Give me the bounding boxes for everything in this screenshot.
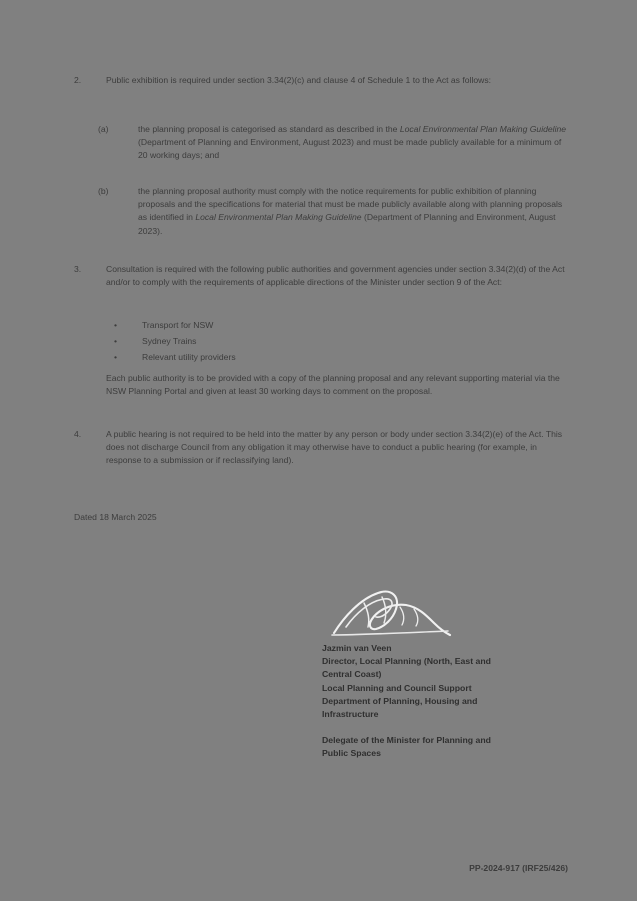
clause-2-text: Public exhibition is required under section 3.34(2)(c) and clause 4 of Schedule 1 to the Act as follows: bbox=[106, 75, 492, 85]
delegate-line1: Delegate of the Minister for Planning and bbox=[322, 735, 491, 746]
delegate-line2: Public Spaces bbox=[322, 748, 381, 759]
subclause-b-part1: the planning proposal authority must comply with the notice requirements for public exhibition of planning proposals and the specifications for material that must be made publicly available along with planning proposals as identified in bbox=[138, 186, 563, 223]
signature-spacer bbox=[322, 721, 582, 734]
subclause-b bbox=[98, 185, 568, 238]
subclause-a-text bbox=[138, 123, 568, 163]
subclause-a-label: (a) bbox=[98, 124, 109, 134]
signatory-department-line2: Infrastructure bbox=[322, 709, 379, 720]
clause-4-number: 4. bbox=[74, 429, 82, 439]
authority-paragraph: Each public authority is to be provided with a copy of the planning proposal and any relevant supporting material via the NSW Planning Portal and given at least 30 working days to comment on the proposal. bbox=[106, 373, 560, 397]
dated-line: Dated 18 March 2025 bbox=[74, 512, 157, 522]
handwritten-signature-icon bbox=[330, 583, 454, 641]
subclause-b-part2: (Department of Planning and Environment, August 2023). bbox=[138, 212, 556, 236]
list-item bbox=[112, 350, 552, 366]
signatory-branch: Local Planning and Council Support bbox=[322, 682, 472, 693]
subclause-b-text bbox=[138, 185, 568, 238]
clause-4-text: A public hearing is not required to be held into the matter by any person or body under section 3.34(2)(e) of the Act. This does not discharge Council from any obligation it may otherwise have to conduct a public hearing (for example, in response to a submission or if reclassifying land). bbox=[106, 429, 563, 466]
bullet-icon: • bbox=[114, 320, 118, 330]
footer-reference: PP-2024-917 (IRF25/426) bbox=[469, 863, 568, 873]
signatory-title-line2: Central Coast) bbox=[322, 669, 382, 680]
list-item bbox=[112, 334, 552, 350]
subclause-a-italic-title: Local Environmental Plan Making Guideline bbox=[399, 124, 567, 134]
signature-block bbox=[322, 642, 582, 761]
subclause-b-label: (b) bbox=[98, 186, 109, 196]
clause-2-number: 2. bbox=[74, 75, 82, 85]
signatory-title-line1: Director, Local Planning (North, East and bbox=[322, 656, 491, 667]
list-item-label: Relevant utility providers bbox=[142, 352, 236, 362]
clause-3-number: 3. bbox=[74, 264, 82, 274]
subclause-a-part2: (Department of Planning and Environment, August 2023) and must be made publicly available for a minimum of 20 working days; and bbox=[138, 137, 562, 161]
list-item bbox=[112, 318, 552, 334]
consultation-authority-list bbox=[112, 318, 552, 366]
clause-3 bbox=[74, 263, 568, 289]
clause-4 bbox=[74, 428, 568, 468]
subclause-b-italic-title: Local Environmental Plan Making Guideline bbox=[195, 212, 362, 223]
bullet-icon: • bbox=[114, 336, 118, 346]
subclause-a bbox=[98, 123, 568, 163]
signatory-name: Jazmin van Veen bbox=[322, 643, 392, 653]
signatory-department-line1: Department of Planning, Housing and bbox=[322, 695, 478, 706]
bullet-icon: • bbox=[114, 352, 118, 362]
list-item-label: Transport for NSW bbox=[142, 320, 214, 330]
subclause-a-part1: the planning proposal is categorised as standard as described in the bbox=[138, 124, 400, 134]
list-item-label: Sydney Trains bbox=[142, 336, 197, 346]
clause-2 bbox=[74, 74, 568, 87]
clause-3-text: Consultation is required with the following public authorities and government agencies under section 3.34(2)(d) of the Act and/or to comply with the requirements of applicable directions of the Minister under section 9 of the Act: bbox=[106, 264, 565, 288]
